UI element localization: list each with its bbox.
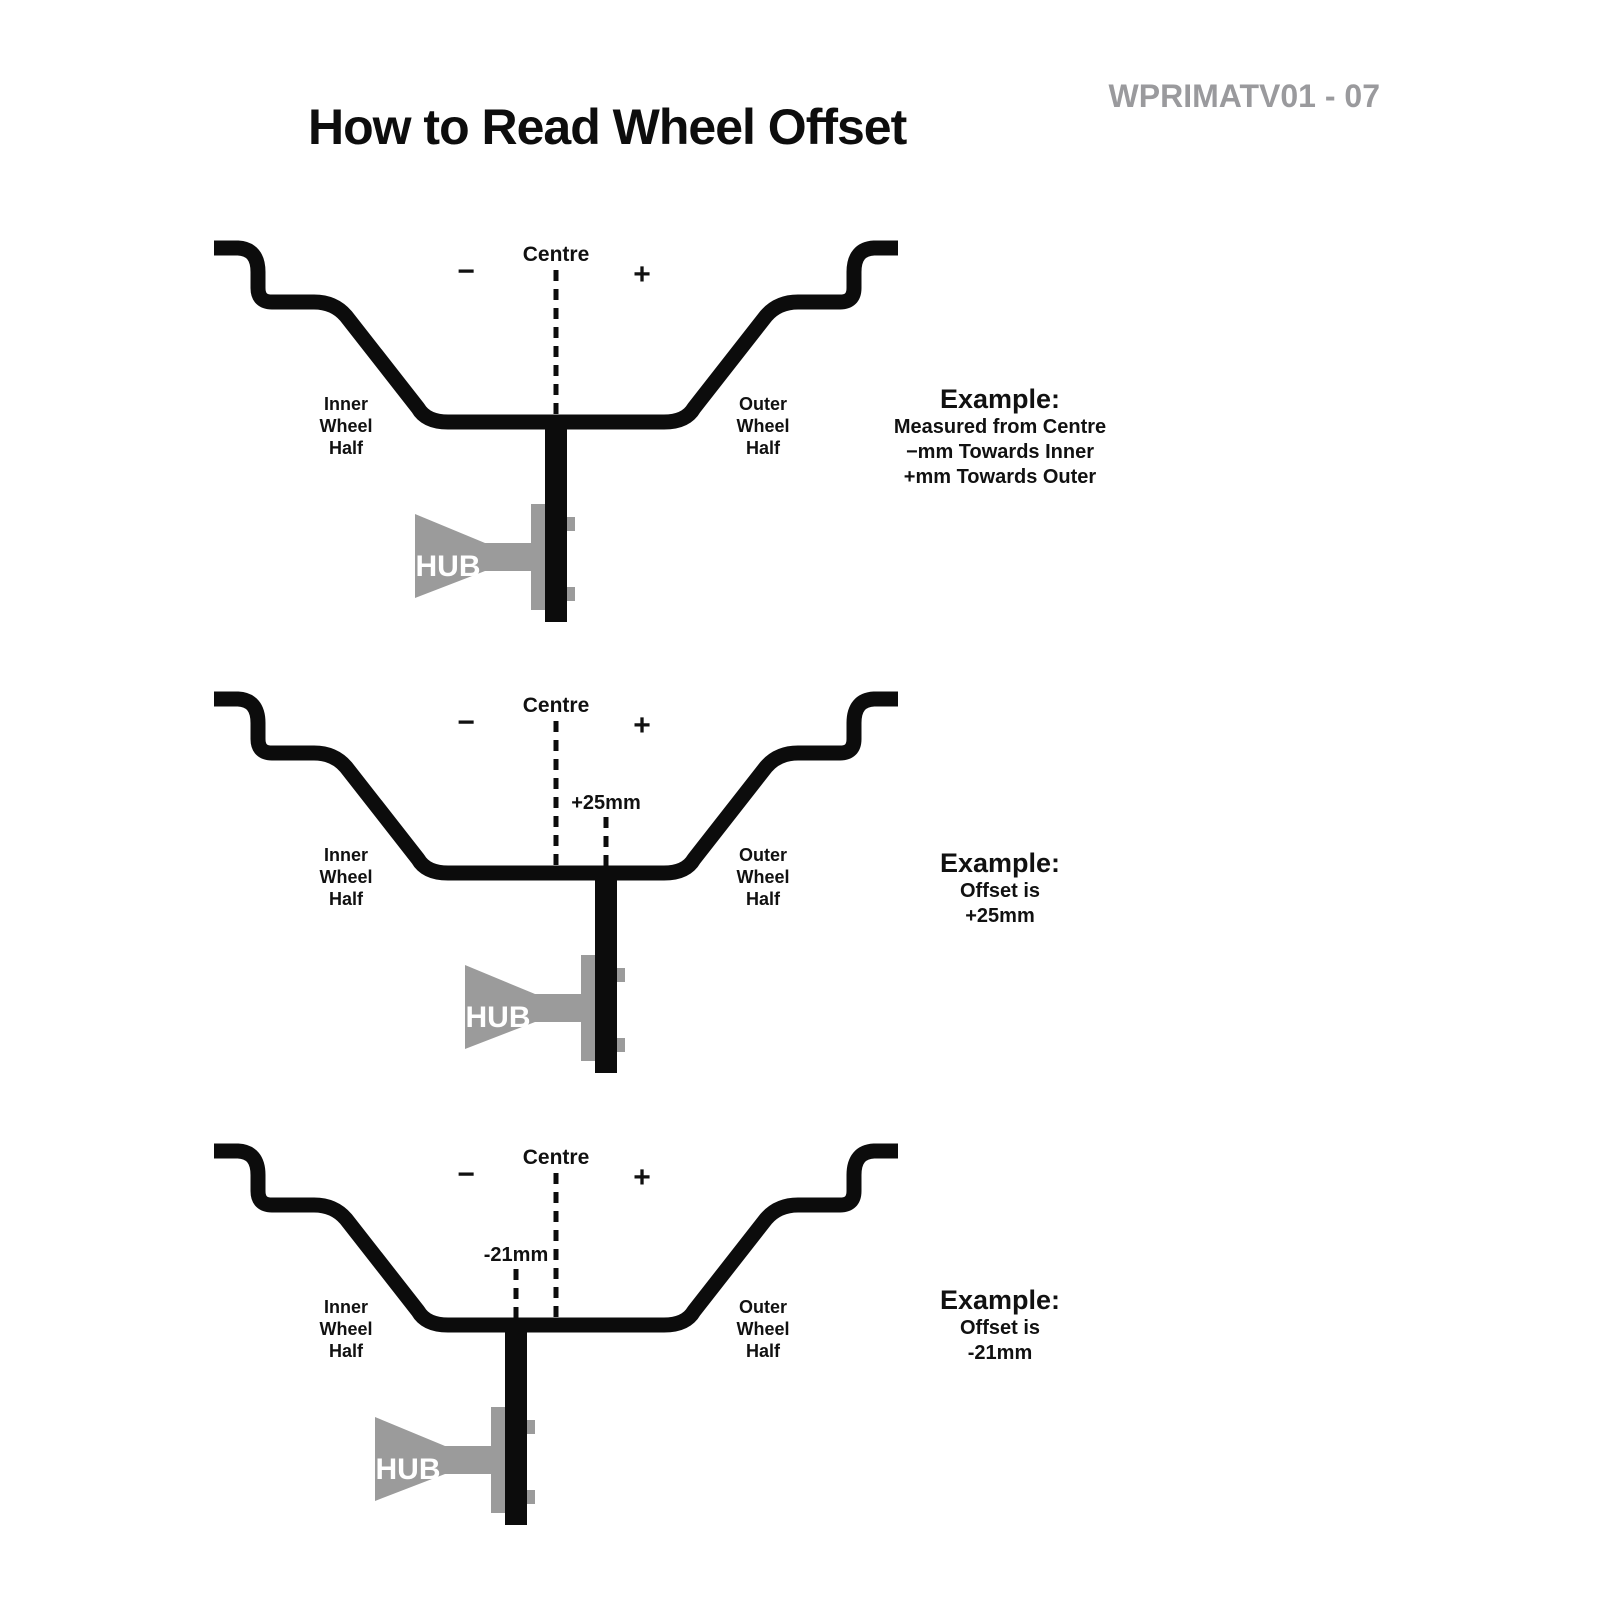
centre-label: Centre: [522, 243, 590, 266]
example-line: -21mm: [967, 1342, 1033, 1364]
mounting-face-bar: [545, 415, 567, 622]
centre-label: Centre: [522, 1146, 590, 1169]
svg-text:Wheel: Wheel: [736, 867, 790, 887]
example-heading: Example:: [939, 384, 1061, 414]
svg-text:Half: Half: [328, 438, 364, 458]
svg-text:Outer: Outer: [738, 394, 788, 414]
svg-text:Outer: Outer: [738, 1297, 788, 1317]
wheel-diagram-1-svg: [206, 232, 906, 644]
svg-text:Wheel: Wheel: [319, 416, 373, 436]
example-line: −mm Towards Inner: [905, 441, 1094, 463]
example-heading: Example:: [939, 848, 1061, 878]
example-block-1: [845, 383, 1155, 490]
wheel-cross-section-2: [206, 683, 906, 1095]
page-title: How to Read Wheel Offset: [308, 99, 907, 155]
hub-plate: [581, 955, 595, 1061]
hub-stud-bottom: [567, 587, 575, 601]
svg-text:Half: Half: [745, 438, 781, 458]
offset-label: +25mm: [571, 792, 641, 814]
plus-label: +: [633, 709, 651, 742]
outer-wheel-half-label: [736, 845, 789, 909]
wheel-cross-section-1: [206, 232, 906, 644]
svg-text:Inner: Inner: [323, 845, 369, 865]
minus-label: −: [457, 255, 475, 288]
outer-wheel-half-label: [736, 394, 789, 458]
example-line: +25mm: [965, 905, 1035, 927]
inner-wheel-half-label: [319, 1297, 372, 1361]
part-number: WPRIMATV01 - 07: [1108, 78, 1380, 114]
mounting-face-bar: [595, 866, 617, 1073]
hub-stud-top: [527, 1420, 535, 1434]
hub-label: HUB: [375, 1453, 441, 1486]
svg-text:Inner: Inner: [323, 394, 369, 414]
hub-plate: [491, 1407, 505, 1513]
plus-label: +: [633, 1161, 651, 1194]
svg-text:Half: Half: [328, 1341, 364, 1361]
svg-text:Inner: Inner: [323, 1297, 369, 1317]
inner-wheel-half-label: [319, 845, 372, 909]
wheel-cross-section-3: [206, 1135, 906, 1547]
centre-label: Centre: [522, 694, 590, 717]
svg-text:Half: Half: [745, 1341, 781, 1361]
hub-plate: [531, 504, 545, 610]
svg-text:Half: Half: [745, 889, 781, 909]
inner-wheel-half-label: [319, 394, 372, 458]
example-line: Offset is: [959, 1317, 1041, 1339]
svg-text:Wheel: Wheel: [736, 1319, 790, 1339]
hub-label: HUB: [465, 1001, 531, 1034]
mounting-face-bar: [505, 1318, 527, 1525]
svg-text:Wheel: Wheel: [736, 416, 790, 436]
svg-text:Half: Half: [328, 889, 364, 909]
example-block-3: [845, 1284, 1155, 1366]
svg-text:Wheel: Wheel: [319, 1319, 373, 1339]
hub-stud-bottom: [527, 1490, 535, 1504]
minus-label: −: [457, 1158, 475, 1191]
hub-stud-bottom: [617, 1038, 625, 1052]
wheel-diagram-2-svg: [206, 683, 906, 1095]
wheel-diagram-3-svg: [206, 1135, 906, 1547]
hub-stud-top: [567, 517, 575, 531]
outer-wheel-half-label: [736, 1297, 789, 1361]
minus-label: −: [457, 706, 475, 739]
plus-label: +: [633, 258, 651, 291]
example-line: Measured from Centre: [893, 416, 1107, 438]
example-line: +mm Towards Outer: [903, 466, 1097, 488]
hub-stud-top: [617, 968, 625, 982]
offset-label: -21mm: [483, 1244, 549, 1266]
hub-label: HUB: [415, 550, 481, 583]
example-heading: Example:: [939, 1285, 1061, 1315]
svg-text:Wheel: Wheel: [319, 867, 373, 887]
example-line: Offset is: [959, 880, 1041, 902]
example-block-2: [845, 847, 1155, 929]
svg-text:Outer: Outer: [738, 845, 788, 865]
